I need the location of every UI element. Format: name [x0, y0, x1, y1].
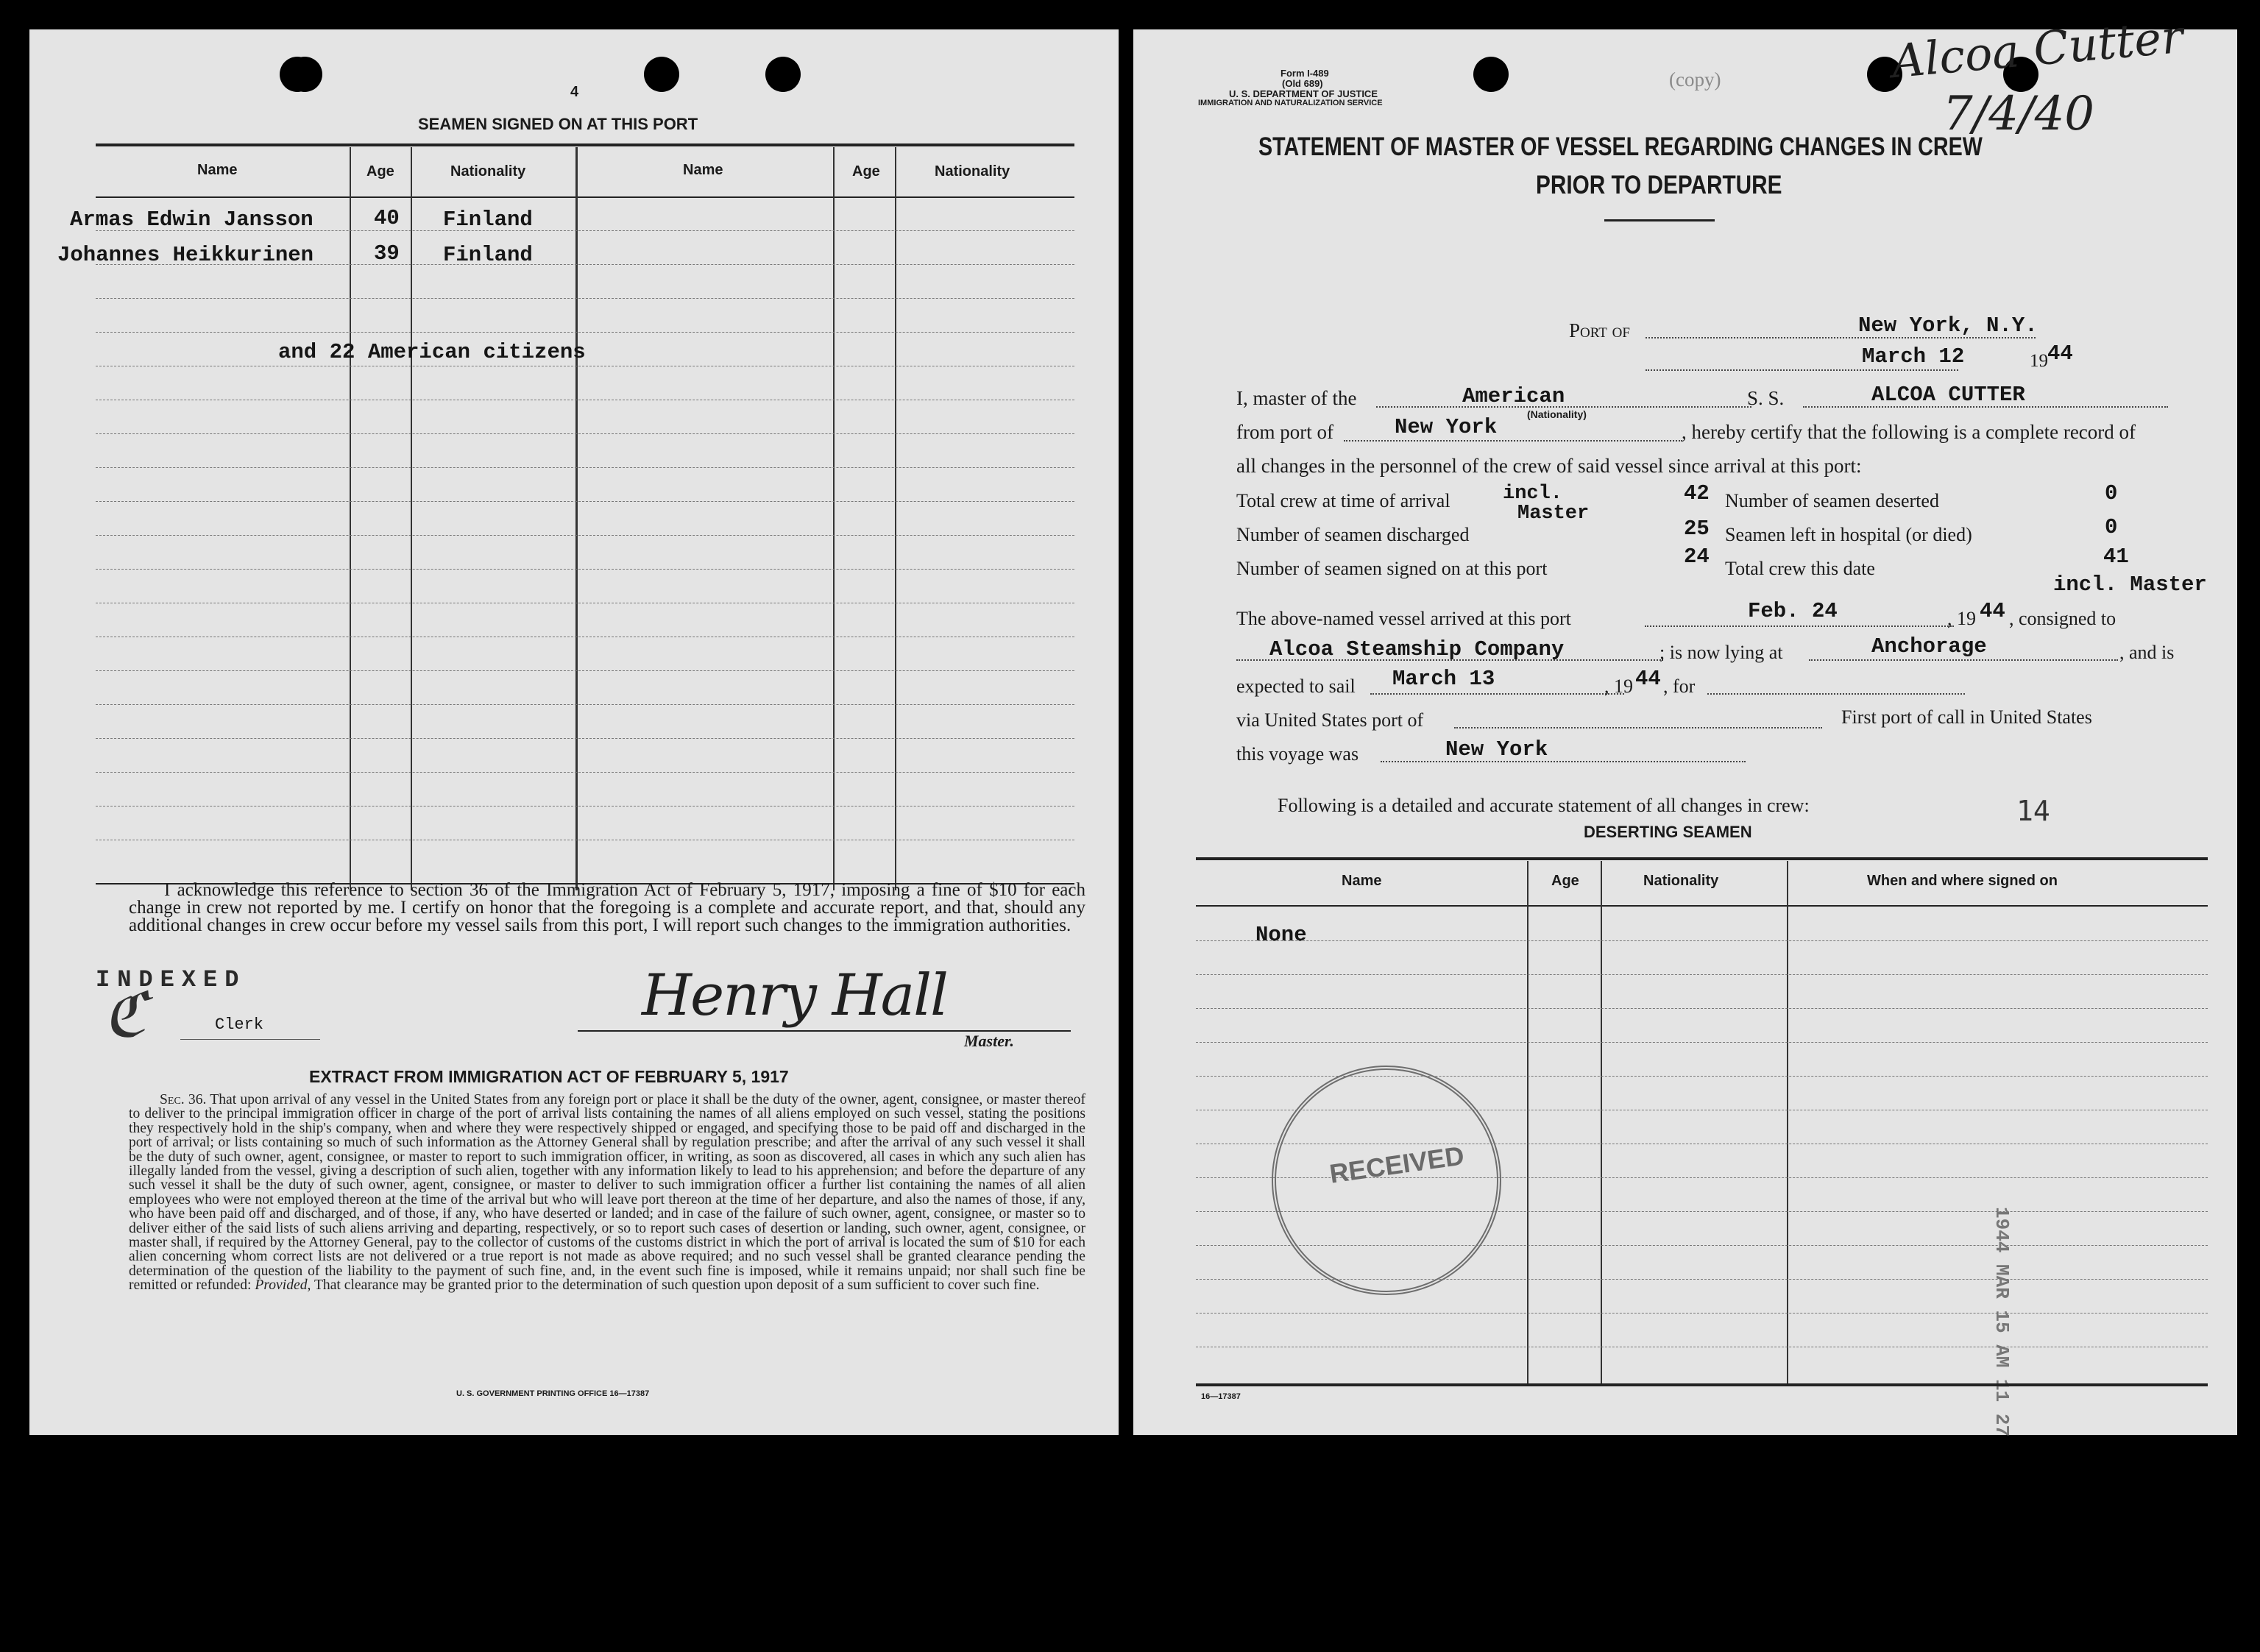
voyage-label: this voyage was [1236, 743, 1359, 765]
column-header-name-2: Name [683, 162, 723, 178]
lying-label: ; is now lying at [1659, 642, 1783, 663]
punch-hole [287, 57, 322, 92]
arrived-year-prefix: , 19 [1947, 608, 1976, 629]
date-received-stamp: 1944 MAR 15 AM 11 27 [1991, 1207, 2013, 1437]
row-rule [1196, 1313, 2208, 1314]
row-rule [96, 738, 1074, 739]
extract-text [129, 1093, 1085, 1293]
seaman-age: 40 [374, 206, 400, 230]
punch-hole [1473, 57, 1509, 92]
voyage-value: New York [1445, 737, 1548, 762]
row-rule [1196, 1042, 2208, 1043]
column-header-nationality-2: Nationality [935, 163, 1010, 180]
form-title-line2: PRIOR TO DEPARTURE [1536, 171, 1782, 199]
received-stamp-text: RECEIVED [1327, 1140, 1466, 1189]
consignee-value: Alcoa Steamship Company [1269, 637, 1565, 662]
and-is-label: , and is [2119, 642, 2175, 663]
first-port-label: First port of call in United States [1841, 706, 2092, 728]
page-count: 14 [2016, 795, 2050, 827]
handwritten-vessel-note: Alcoa Cutter [1889, 9, 2186, 89]
column-header-age-2: Age [852, 163, 880, 180]
date-value: March 12 [1862, 344, 1965, 369]
handwritten-date: 7/4/40 [1943, 87, 2094, 141]
row-rule [96, 670, 1074, 671]
port-value: New York, N.Y. [1858, 313, 2038, 338]
nationality-caption: (Nationality) [1527, 408, 1587, 420]
total-crew-label: Total crew at time of arrival [1236, 490, 1450, 511]
clerk-initials: ℭ [103, 979, 147, 1051]
deserted-label: Number of seamen deserted [1725, 490, 1939, 511]
punch-hole [644, 57, 679, 92]
indexed-stamp: INDEXED [96, 966, 247, 993]
expected-year-prefix: , 19 [1604, 676, 1633, 697]
deserted-value: 0 [2105, 481, 2118, 506]
column-header-age: Age [1551, 873, 1579, 889]
hospital-value: 0 [2105, 515, 2118, 539]
lying-value: Anchorage [1871, 634, 1987, 659]
following-label: Following is a detailed and accurate statement of all changes in crew: [1278, 795, 1810, 816]
crew-this-date-note: incl. Master [2053, 572, 2207, 597]
signed-on-value: 24 [1684, 545, 1710, 569]
consigned-label: , consigned to [2009, 608, 2116, 629]
printing-office-line: U. S. GOVERNMENT PRINTING OFFICE 16—17387 [456, 1389, 650, 1398]
port-label: Port of [1569, 319, 1630, 341]
total-crew-value: 42 [1684, 481, 1710, 506]
seaman-age: 39 [374, 241, 400, 266]
row-rule [1196, 974, 2208, 975]
seaman-nationality: Finland [443, 243, 533, 267]
row-rule [96, 535, 1074, 536]
master-label: Master. [964, 1032, 1014, 1050]
column-header-nationality: Nationality [450, 163, 526, 180]
row-rule [96, 569, 1074, 570]
seaman-name: Johannes Heikkurinen [57, 243, 314, 267]
form-old-number: (Old 689) [1282, 78, 1323, 89]
crew-this-date-value: 41 [2103, 545, 2129, 569]
master-signature: Henry Hall [642, 963, 947, 1029]
right-page [1133, 9, 2237, 1437]
discharged-label: Number of seamen discharged [1236, 524, 1470, 545]
discharged-value: 25 [1684, 517, 1710, 541]
acknowledgement-text: I acknowledge this reference to section 36 of the Immigration Act of February 5, 1917, imposing a fine of $10 for each change in crew not reported by me. I certify on honor that the foregoing is a complete and accurate report, and that, should any additional changes in crew occur before my vessel sails from this port, I will report such changes to the immigration authorities. [129, 880, 1085, 935]
signed-on-label: Number of seamen signed on at this port [1236, 558, 1548, 579]
row-rule [1196, 1008, 2208, 1009]
punch-hole [765, 57, 801, 92]
expected-value: March 13 [1392, 667, 1495, 691]
seaman-nationality: Finland [443, 208, 533, 232]
certify-text-2: all changes in the personnel of the crew of said vessel since arrival at this port: [1236, 455, 1862, 477]
vessel-name: ALCOA CUTTER [1871, 383, 2025, 407]
from-port-value: New York [1395, 415, 1498, 439]
clerk-label: Clerk [215, 1015, 264, 1034]
date-year: 44 [2047, 341, 2073, 366]
expected-year: 44 [1635, 667, 1661, 691]
hospital-label: Seamen left in hospital (or died) [1725, 524, 1972, 545]
row-rule [96, 501, 1074, 502]
service-name: IMMIGRATION AND NATURALIZATION SERVICE [1198, 99, 1383, 107]
column-header-name: Name [1342, 873, 1382, 889]
extract-body: That upon arrival of any vessel in the United States from any foreign port or place it shall be the duty of the owner, agent, consignee, or master thereof to deliver to the principal immigration officer in charge of the port of arrival lists containing the names of all aliens employed on such vessel, stating the positions they respectively hold in the ship's company, when and where they were respectively shipped or engaged, and specifying those to be paid off and discharged in the port of arrival; or lists containing so much of such information as the Attorney General shall by regulation prescribe; and after the arrival of any such vessel it shall be the duty of such owner, agent, consignee, or master to report to such immigration officer, in writing, as soon as discovered, all cases in which any such alien has illegally landed from the vessel, giving a description of such alien, together with any information likely to lead to his apprehension; and before the departure of any such vessel it shall be the duty of such owner, agent, consignee, or master to deliver to such immigration officer a further list containing the names of all alien employees who were not employed thereon at the time of the arrival but who will leave port thereon at the time of her departure, and also the names of those, if any, who have been paid off and discharged, and of those, if any, who have deserted or landed; and in case of the failure of such owner, agent, consignee, or master so to deliver either of the said lists of such aliens arriving and departing, respectively, or so to report such cases of desertion or landing, such owner, agent, consignee, or master shall, if required by the Attorney General, pay to the collector of customs of the customs district in which the port of arrival is located the sum of $10 for each alien concerning whom correct lists are not delivered or a true report is not made as above required; and no such vessel shall be granted clearance pending the determination of the question of the liability to the payment of such fine, and, in the event such fine is imposed, while it remains unpaid; nor shall such fine be remitted or refunded: [129, 1092, 1085, 1294]
deserting-name-none: None [1255, 923, 1307, 947]
column-header-name: Name [197, 162, 238, 178]
row-rule [96, 467, 1074, 468]
received-stamp [1272, 1066, 1501, 1295]
ss-label: S. S. [1747, 387, 1785, 409]
row-rule [96, 772, 1074, 773]
form-number: Form I-489 [1280, 68, 1329, 79]
certify-text: , hereby certify that the following is a complete record of [1682, 421, 2136, 443]
section-title: SEAMEN SIGNED ON AT THIS PORT [418, 115, 698, 133]
row-rule [96, 704, 1074, 705]
column-header-when-where: When and where signed on [1867, 873, 2058, 889]
total-crew-note-2: Master [1517, 503, 1590, 525]
nationality-value: American [1462, 384, 1565, 408]
arrived-label: The above-named vessel arrived at this port [1236, 608, 1571, 629]
date-year-prefix: 19 [2030, 351, 2048, 371]
form-code: 16—17387 [1201, 1392, 1241, 1401]
page-number: 4 [570, 84, 579, 100]
extract-section: Sec. 36. [160, 1092, 207, 1107]
copy-mark: (copy) [1669, 68, 1721, 91]
crew-this-date-label: Total crew this date [1725, 558, 1875, 579]
row-rule [1196, 940, 2208, 941]
department-name: U. S. DEPARTMENT OF JUSTICE [1229, 88, 1378, 99]
seaman-name: Armas Edwin Jansson [70, 208, 314, 232]
expected-label: expected to sail [1236, 676, 1356, 697]
arrived-year: 44 [1980, 599, 2005, 623]
extract-provided: Provided, [255, 1277, 311, 1294]
american-citizens-note: and 22 American citizens [278, 340, 586, 364]
from-port-label: from port of [1236, 421, 1333, 443]
deserting-title: DESERTING SEAMEN [1584, 823, 1752, 841]
via-label: via United States port of [1236, 709, 1424, 731]
form-title-line1: STATEMENT OF MASTER OF VESSEL REGARDING CHANGES IN CREW [1258, 132, 1983, 161]
for-label: , for [1663, 676, 1696, 697]
row-rule [96, 332, 1074, 333]
extract-end: That clearance may be granted prior to the determination of such question upon deposit of a sum sufficient to cover such fine. [314, 1277, 1040, 1294]
column-header-nationality: Nationality [1643, 873, 1719, 889]
i-master-label: I, master of the [1236, 387, 1357, 409]
row-rule [96, 433, 1074, 434]
extract-title: EXTRACT FROM IMMIGRATION ACT OF FEBRUARY 5, 1917 [309, 1067, 789, 1086]
left-page [29, 29, 1119, 1435]
column-header-age: Age [366, 163, 394, 180]
row-rule [96, 298, 1074, 299]
total-crew-note: incl. [1503, 483, 1563, 505]
arrived-value: Feb. 24 [1748, 599, 1838, 623]
